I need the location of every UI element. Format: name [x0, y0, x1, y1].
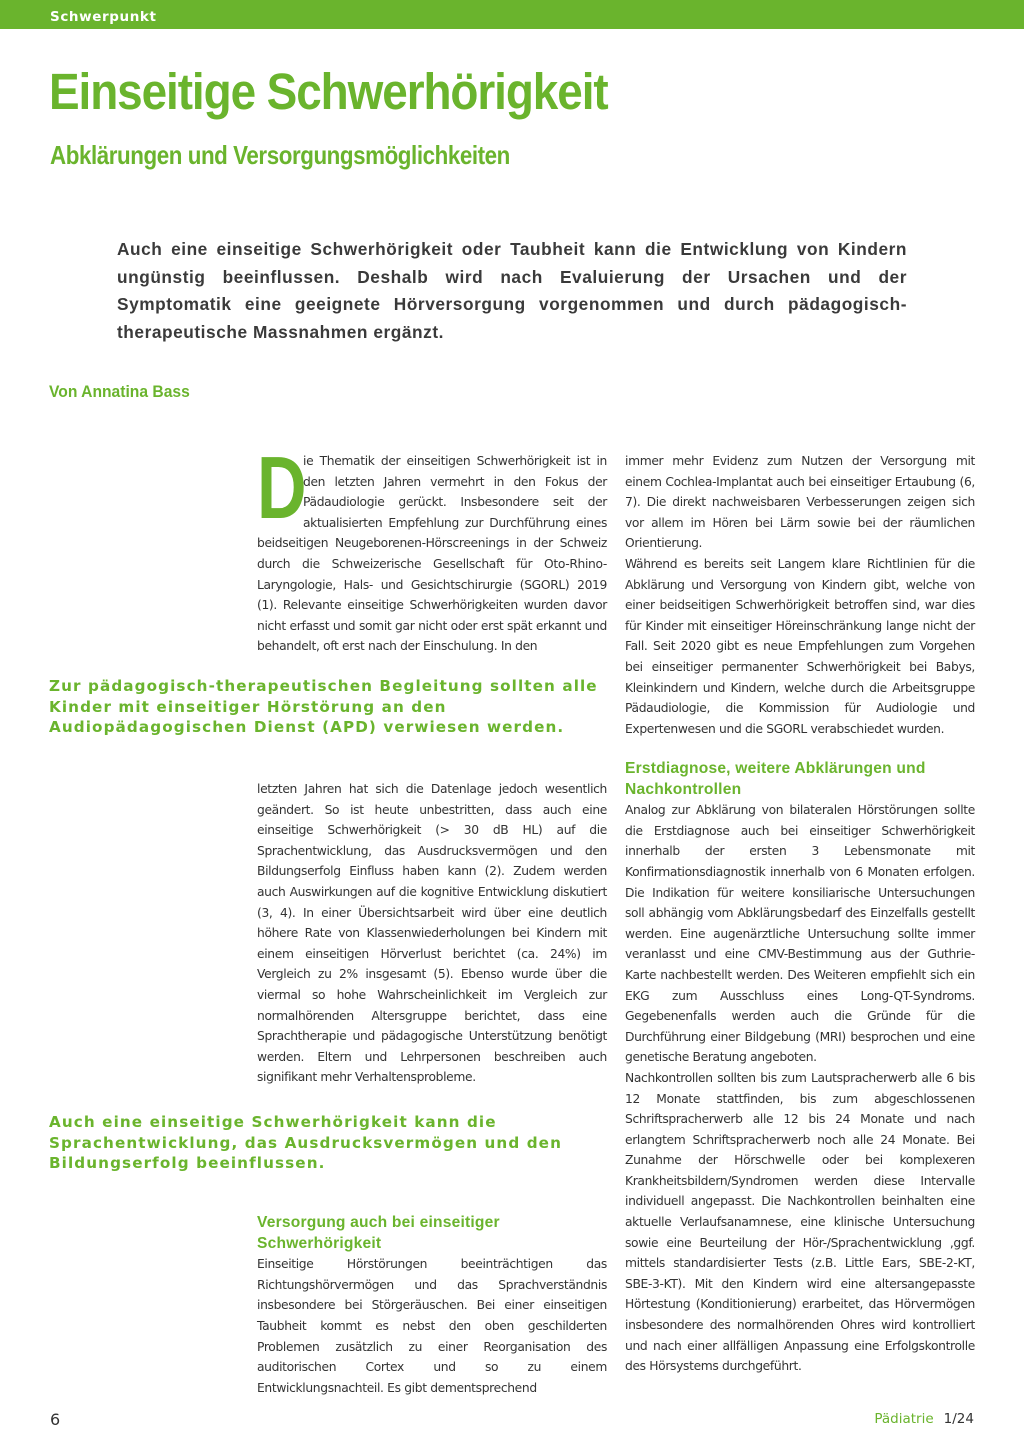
section-header-bar [0, 0, 1024, 29]
article-lead: Auch eine einseitige Schwerhörigkeit oder Taubheit kann die Entwicklung von Kindern ungünstig beeinflussen. Deshalb wird nach Evaluierung der Ursachen und der Symptomatik eine geeignete Hörversorgung vorgenommen und durch pädagogisch-therapeutische Massnahmen ergänzt. [117, 239, 907, 343]
journal-issue: 1/24 [943, 1411, 974, 1427]
journal-footer [874, 1411, 974, 1427]
body-paragraph: Nachkontrollen sollten bis zum Lautspracherwerb alle 6 bis 12 Monate stattfinden, bis zum abgeschlossenen Schriftspracherwerb alle 12 bis 24 Monate und nach erlangtem Schriftspracherwerb noch alle 24 Monate. Bei Zunahme der Hörschwelle oder bei komplexeren Krankheitsbildern/Syndromen werden diese Intervalle individuell angepasst. Die Nachkontrollen beinhalten eine aktuelle Verlaufsanamnese, eine klinische Untersuchung sowie eine Beurteilung der Hör-/Sprachentwicklung ,ggf. mittels standardisierter Tests (z.B. Little Ears, SBE-2-KT, SBE-3-KT). Mit den Kindern wird eine altersangepasste Hörtestung (Konditionierung) erarbeitet, das Hörvermögen insbesondere des normalhörenden Ohres wird kontrolliert und nach einer allfälligen Anpassung eine Erfolgskontrolle des Hörsystems durchgeführt. [625, 1070, 975, 1374]
intro-text-block [257, 438, 607, 657]
body-paragraph: immer mehr Evidenz zum Nutzen der Versorgung mit einem Cochlea-Implantat auch bei einseitiger Ertaubung (6, 7). Die direkt nachweisbaren Verbesserungen zeigen sich vor allem im Hören bei Lärm sowie bei der räumlichen Orientierung. [625, 454, 975, 551]
section-heading: Erstdiagnose, weitere Abklärungen und Nachkontrollen [625, 760, 926, 798]
page-number: 6 [50, 1410, 61, 1429]
drop-cap: D [257, 438, 307, 537]
right-column-top [625, 451, 975, 739]
pull-quote: Auch eine einseitige Schwerhörigkeit kann die Sprachentwicklung, das Ausdrucksvermögen und den Bildungserfolg beeinflussen. [49, 1113, 562, 1172]
body-paragraph: Analog zur Abklärung von bilateralen Hörstörungen sollte die Erstdiagnose auch bei einseitiger Schwerhörigkeit innerhalb der ersten 3 Lebensmonate mit Konfirmationsdiagnostik innerhalb von 6 Monaten erfolgen. Die Indikation für weitere konsiliarische Untersuchungen soll abhängig vom Abklärungsbedarf des Einzelfalls gestellt werden. Eine augenärztliche Untersuchung sollte immer veranlasst und eine CMV-Bestimmung aus der Guthrie-Karte nachbestellt werden. Des Weiteren empfiehlt sich ein EKG zum Ausschluss eines Long-QT-Syndroms. Gegebenenfalls werden auch die Gründe für die Durchführung einer Bildgebung (MRI) besprochen und eine genetische Beratung angeboten. [625, 803, 975, 1065]
article-subtitle: Abklärungen und Versorgungsmöglichkeiten [50, 140, 510, 170]
intro-continued-paragraph: letzten Jahren hat sich die Datenlage jedoch wesentlich geändert. So ist heute unbestritten, dass auch eine einseitige Schwerhörigkeit (> 30 dB HL) auf die Sprachentwicklung, das Ausdrucksvermögen und den Bildungserfolg Einfluss haben kann (2). Zudem werden auch Auswirkungen auf die kognitive Entwicklung diskutiert (3, 4). In einer Übersichtsarbeit wird über eine deutlich höhere Rate von Klassenwiederholungen bei Kindern mit einem einseitigen Hörverlust berichtet (ca. 24%) im Vergleich zu 2% insgesamt (5). Ebenso wurde über die viermal so hohe Wahrscheinlichkeit im Vergleich zur normalhörenden Altersgruppe berichtet, dass eine Sprachtherapie und pädagogische Unterstützung benötigt werden. Eltern und Lehrpersonen beschreiben auch signifikant mehr Verhaltensprobleme. [257, 782, 607, 1085]
intro-continued-block [257, 779, 607, 1088]
author-byline: Von Annatina Bass [49, 382, 190, 401]
section-erstdiagnose [625, 759, 975, 1377]
article-title: Einseitige Schwerhörigkeit [49, 63, 608, 120]
journal-name: Pädiatrie [874, 1411, 934, 1427]
intro-paragraph: ie Thematik der einseitigen Schwerhörigkeit ist in den letzten Jahren vermehrt in den Fokus der Pädaudiologie gerückt. Insbesondere seit der aktualisierten Empfehlung zur Durchführung eines beidseitigen Neugeborenen-Hörscreenings in der Schweiz durch die Schweizerische Gesellschaft für Oto-Rhino-Laryngologie, Hals- und Gesichtschirurgie (SGORL) 2019 (1). Relevante einseitige Schwerhörigkeiten wurden davor nicht erfasst und somit gar nicht oder erst spät erkannt und behandelt, oft erst nach der Einschulung. In den [257, 454, 607, 654]
pull-quote: Zur pädagogisch-therapeutischen Begleitung sollten alle Kinder mit einseitiger Hörstörung an den Audiopädagogischen Dienst (APD) verwiesen werden. [49, 677, 598, 736]
section-versorgung [257, 1213, 607, 1398]
body-paragraph: Einseitige Hörstörungen beeinträchtigen das Richtungshörvermögen und das Sprachverständnis insbesondere bei Störgeräuschen. Bei einer einseitigen Taubheit kommt es nebst den oben geschilderten Problemen zusätzlich zu einer Reorganisation des auditorischen Cortex und so zu einem Entwicklungsnachteil. Es gibt dementsprechend [257, 1257, 607, 1395]
body-paragraph: Während es bereits seit Langem klare Richtlinien für die Abklärung und Versorgung von Kindern gibt, welche von einer beidseitigen Schwerhörigkeit betroffen sind, war dies für Kinder mit einseitiger Höreinschränkung lange nicht der Fall. Seit 2020 gibt es neue Empfehlungen zum Vorgehen bei einseitiger permanenter Schwerhörigkeit bei Babys, Kleinkindern und Kindern, welche durch die Arbeitsgruppe Pädaudiologie, die Kommission für Audiologie und Expertenwesen und die SGORL verabschiedet wurden. [625, 556, 975, 736]
section-label: Schwerpunkt [50, 9, 157, 25]
section-heading: Versorgung auch bei einseitiger Schwerhörigkeit [257, 1214, 500, 1252]
